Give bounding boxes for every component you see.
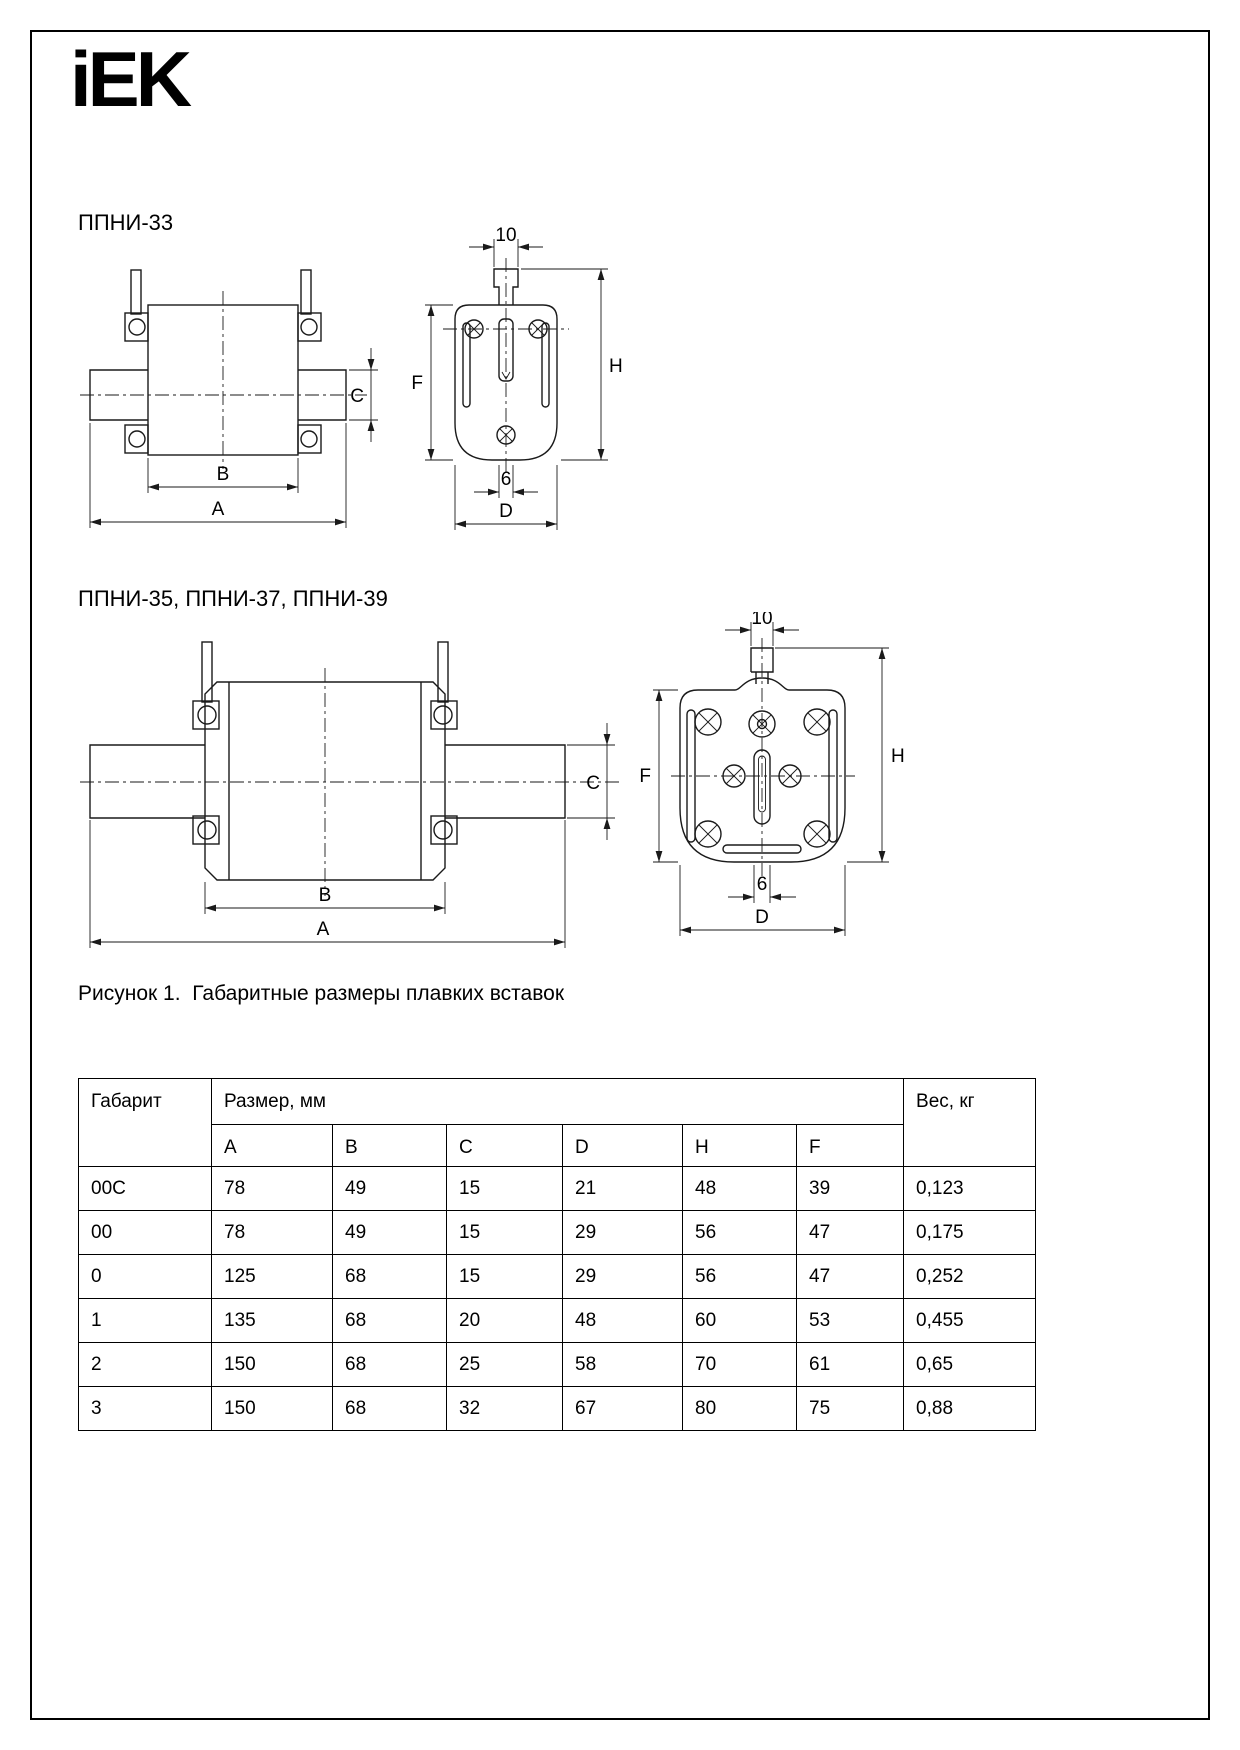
cell-d: 29 bbox=[563, 1255, 683, 1299]
col-header-b: B bbox=[333, 1125, 447, 1167]
cell-a: 150 bbox=[212, 1387, 333, 1431]
dim-label-f: F bbox=[411, 373, 423, 394]
cell-d: 67 bbox=[563, 1387, 683, 1431]
cell-a: 150 bbox=[212, 1343, 333, 1387]
dim-label-b: B bbox=[318, 885, 332, 906]
cell-b: 68 bbox=[333, 1343, 447, 1387]
section-title-ppni-35-37-39: ППНИ-35, ППНИ-37, ППНИ-39 bbox=[78, 586, 388, 611]
cell-gabarit: 00C bbox=[79, 1167, 212, 1211]
dim-label-a: A bbox=[211, 499, 225, 520]
cell-c: 25 bbox=[447, 1343, 563, 1387]
col-header-weight: Вес, кг bbox=[904, 1079, 1036, 1167]
cell-weight: 0,455 bbox=[904, 1299, 1036, 1343]
dim-label-10: 10 bbox=[751, 612, 773, 629]
cell-d: 29 bbox=[563, 1211, 683, 1255]
cell-b: 49 bbox=[333, 1211, 447, 1255]
cell-c: 32 bbox=[447, 1387, 563, 1431]
ppni33-dim-6 bbox=[474, 465, 538, 498]
cell-h: 80 bbox=[683, 1387, 797, 1431]
table-row bbox=[79, 1255, 1036, 1299]
cell-b: 49 bbox=[333, 1167, 447, 1211]
ppni35-front-view bbox=[671, 638, 855, 876]
cell-weight: 0,123 bbox=[904, 1167, 1036, 1211]
cell-gabarit: 0 bbox=[79, 1255, 212, 1299]
ppni35-dim-h bbox=[775, 648, 905, 862]
ppni33-dim-h bbox=[521, 269, 623, 460]
cell-b: 68 bbox=[333, 1387, 447, 1431]
ppni35-dim-c bbox=[567, 723, 615, 840]
cell-f: 47 bbox=[797, 1255, 904, 1299]
table-row bbox=[79, 1387, 1036, 1431]
cell-a: 78 bbox=[212, 1211, 333, 1255]
dim-label-6: 6 bbox=[756, 874, 768, 895]
ppni35-dim-b bbox=[205, 882, 445, 914]
drawing-ppni-35-37-39 bbox=[75, 612, 920, 972]
dim-label-b: B bbox=[216, 464, 230, 485]
ppni33-dim-b bbox=[148, 458, 298, 493]
drawing-ppni-33 bbox=[75, 225, 635, 540]
cell-a: 135 bbox=[212, 1299, 333, 1343]
ppni33-side-view bbox=[80, 270, 367, 469]
cell-gabarit: 1 bbox=[79, 1299, 212, 1343]
col-header-f: F bbox=[797, 1125, 904, 1167]
cell-gabarit: 2 bbox=[79, 1343, 212, 1387]
cell-a: 78 bbox=[212, 1167, 333, 1211]
dim-label-h: H bbox=[891, 746, 905, 767]
cell-d: 58 bbox=[563, 1343, 683, 1387]
cell-d: 21 bbox=[563, 1167, 683, 1211]
cell-b: 68 bbox=[333, 1299, 447, 1343]
cell-h: 60 bbox=[683, 1299, 797, 1343]
cell-weight: 0,252 bbox=[904, 1255, 1036, 1299]
ppni33-dim-f bbox=[411, 305, 453, 460]
table-row bbox=[79, 1167, 1036, 1211]
iek-logo: iEK bbox=[70, 35, 189, 123]
table-row bbox=[79, 1211, 1036, 1255]
dim-label-h: H bbox=[609, 356, 623, 377]
cell-c: 20 bbox=[447, 1299, 563, 1343]
cell-gabarit: 00 bbox=[79, 1211, 212, 1255]
col-header-h: H bbox=[683, 1125, 797, 1167]
cell-c: 15 bbox=[447, 1167, 563, 1211]
cell-weight: 0,88 bbox=[904, 1387, 1036, 1431]
cell-weight: 0,65 bbox=[904, 1343, 1036, 1387]
col-header-gabarit: Габарит bbox=[79, 1079, 212, 1167]
dim-label-c: C bbox=[350, 386, 364, 407]
cell-a: 125 bbox=[212, 1255, 333, 1299]
dim-label-d: D bbox=[499, 501, 513, 522]
cell-h: 70 bbox=[683, 1343, 797, 1387]
cell-d: 48 bbox=[563, 1299, 683, 1343]
cell-f: 47 bbox=[797, 1211, 904, 1255]
cell-weight: 0,175 bbox=[904, 1211, 1036, 1255]
col-header-a: A bbox=[212, 1125, 333, 1167]
section-title-ppni-33: ППНИ-33 bbox=[78, 210, 174, 235]
ppni35-side-view bbox=[80, 642, 620, 896]
cell-h: 48 bbox=[683, 1167, 797, 1211]
table-row bbox=[79, 1343, 1036, 1387]
cell-f: 75 bbox=[797, 1387, 904, 1431]
col-header-c: C bbox=[447, 1125, 563, 1167]
cell-f: 39 bbox=[797, 1167, 904, 1211]
dim-label-10: 10 bbox=[495, 225, 517, 246]
col-header-d: D bbox=[563, 1125, 683, 1167]
cell-c: 15 bbox=[447, 1255, 563, 1299]
cell-gabarit: 3 bbox=[79, 1387, 212, 1431]
ppni33-front-view bbox=[443, 258, 569, 477]
cell-f: 61 bbox=[797, 1343, 904, 1387]
col-header-size: Размер, мм bbox=[212, 1079, 904, 1125]
dim-label-a: A bbox=[316, 919, 330, 940]
table-row bbox=[79, 1299, 1036, 1343]
dimensions-table bbox=[78, 1078, 1036, 1431]
cell-b: 68 bbox=[333, 1255, 447, 1299]
cell-h: 56 bbox=[683, 1211, 797, 1255]
ppni33-dim-c bbox=[349, 348, 378, 442]
figure-caption: Рисунок 1. Габаритные размеры плавких вставок bbox=[78, 982, 565, 1005]
dim-label-6: 6 bbox=[500, 469, 512, 490]
dim-label-d: D bbox=[755, 907, 769, 928]
cell-f: 53 bbox=[797, 1299, 904, 1343]
dim-label-f: F bbox=[639, 766, 651, 787]
cell-c: 15 bbox=[447, 1211, 563, 1255]
ppni35-dim-a bbox=[90, 820, 565, 948]
dim-label-c: C bbox=[586, 773, 600, 794]
cell-h: 56 bbox=[683, 1255, 797, 1299]
